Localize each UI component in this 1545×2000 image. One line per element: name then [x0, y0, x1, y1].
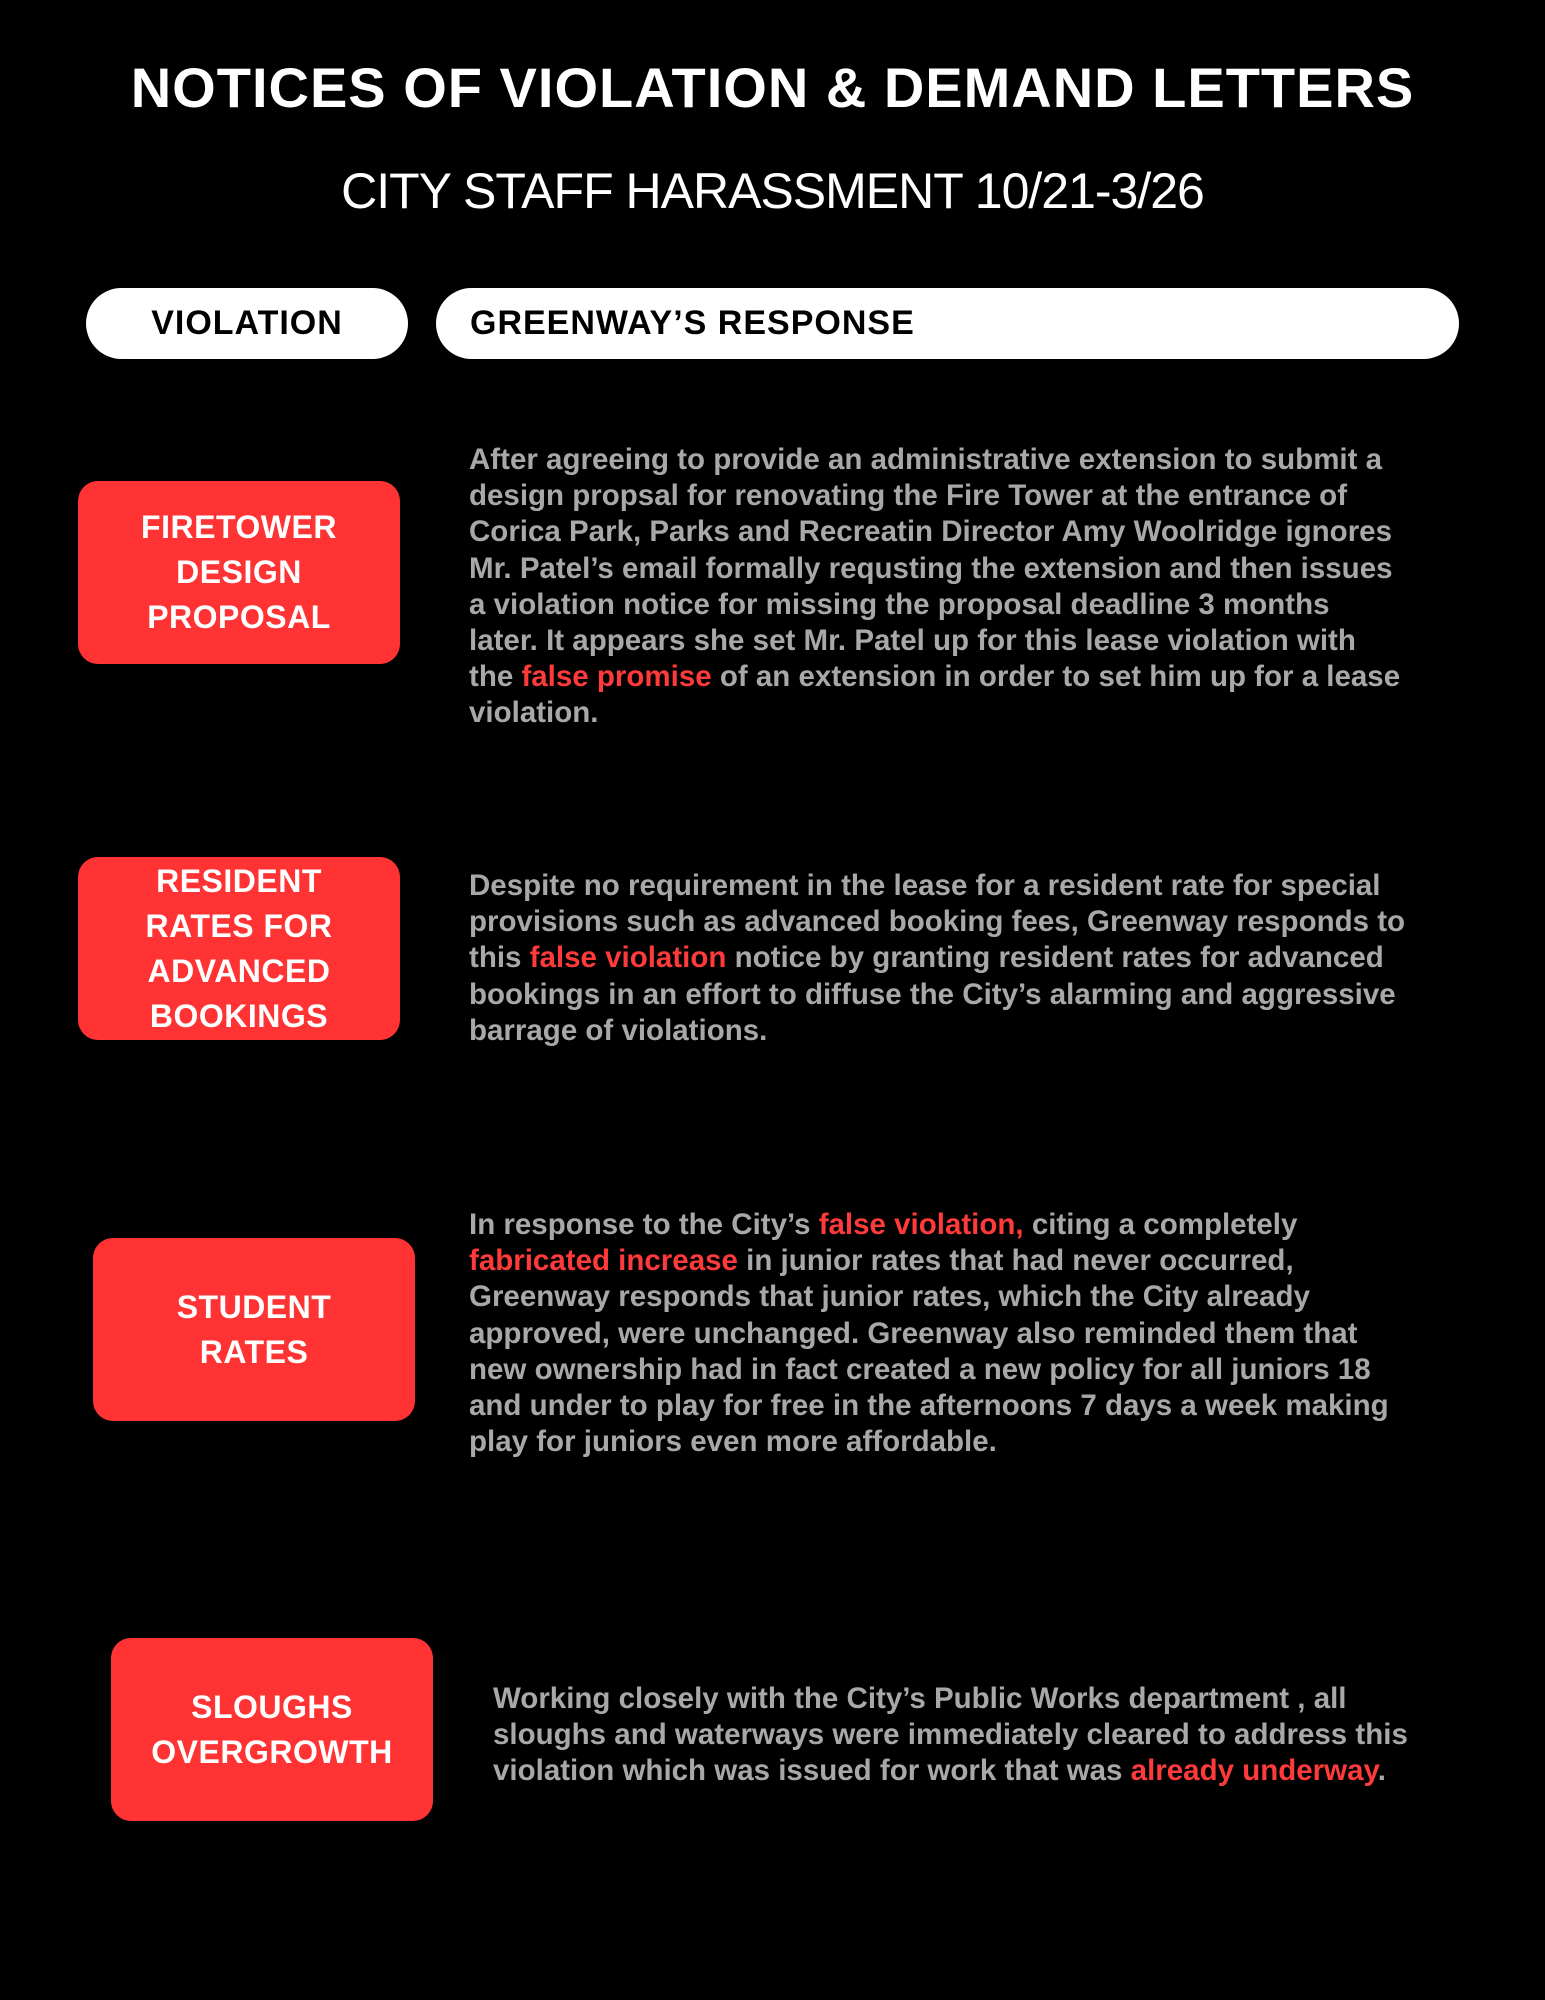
response-line: Mr. Patel’s email formally requsting the extension and then issues [469, 551, 1393, 585]
response-column-header [436, 288, 1459, 359]
violation-column-header [86, 288, 408, 359]
violation-badge-resident-rates [78, 857, 400, 1040]
response-line: Working closely with the City’s Public Works department , all [493, 1682, 1347, 1715]
response-line: new ownership had in fact created a new policy for all juniors 18 [469, 1352, 1371, 1386]
violation-badge-firetower [78, 481, 400, 664]
response-text-firetower [469, 442, 1400, 732]
response-line: After agreeing to provide an administrative extension to submit a [469, 443, 1383, 476]
response-line: play for juniors even more affordable. [469, 1425, 997, 1459]
response-line: barrage of violations. [469, 1013, 768, 1047]
response-line: Greenway responds that junior rates, which the City already [469, 1280, 1310, 1314]
response-line: In response to the City’s false violation, citing a completely [469, 1208, 1298, 1241]
highlighted-phrase: already underway [1130, 1754, 1378, 1788]
response-line: bookings in an effort to diffuse the City’s alarming and aggressive [469, 977, 1396, 1011]
violation-badge-label: SLOUGHS OVERGROWTH [151, 1688, 393, 1770]
violation-badge-sloughs [111, 1638, 433, 1821]
response-line: later. It appears she set Mr. Patel up for this lease violation with [469, 624, 1356, 658]
response-line: sloughs and waterways were immediately cleared to address this [493, 1718, 1408, 1752]
page-subtitle: CITY STAFF HARASSMENT 10/21-3/26 [341, 163, 1204, 219]
response-line: violation. [469, 696, 599, 730]
response-line: design propsal for renovating the Fire Tower at the entrance of [469, 479, 1348, 513]
highlighted-phrase: fabricated increase [469, 1244, 738, 1278]
response-line: the false promise of an extension in order to set him up for a lease [469, 660, 1401, 694]
violation-badge-student-rates [93, 1238, 415, 1421]
response-line: Corica Park, Parks and Recreatin Director Amy Woolridge ignores [469, 515, 1392, 549]
response-line: this false violation notice by granting resident rates for advanced [469, 941, 1384, 975]
response-line: fabricated increase in junior rates that had never occurred, [469, 1244, 1294, 1278]
violation-badge-label: FIRETOWER DESIGN PROPOSAL [141, 509, 337, 635]
highlighted-phrase: false violation [529, 941, 727, 975]
violation-column-label: VIOLATION [151, 304, 343, 342]
response-line: a violation notice for missing the proposal deadline 3 months [469, 587, 1330, 621]
page-title: NOTICES OF VIOLATION & DEMAND LETTERS [130, 56, 1415, 119]
highlighted-phrase: false violation, [818, 1208, 1024, 1241]
response-line: Despite no requirement in the lease for a resident rate for special [469, 869, 1381, 902]
response-text-sloughs [493, 1681, 1408, 1790]
response-line: violation which was issued for work that was already underway. [493, 1754, 1386, 1788]
violation-badge-label: RESIDENT RATES FOR ADVANCED BOOKINGS [145, 862, 333, 1034]
response-line: provisions such as advanced booking fees, Greenway responds to [469, 905, 1406, 939]
response-text-resident-rates [469, 868, 1405, 1049]
response-line: approved, were unchanged. Greenway also reminded them that [469, 1316, 1358, 1350]
response-column-label: GREENWAY’S RESPONSE [470, 304, 915, 342]
highlighted-phrase: false promise [521, 660, 712, 694]
violation-badge-label: STUDENT RATES [176, 1288, 332, 1370]
response-text-student-rates [469, 1207, 1389, 1460]
response-line: and under to play for free in the afternoons 7 days a week making [469, 1389, 1389, 1423]
